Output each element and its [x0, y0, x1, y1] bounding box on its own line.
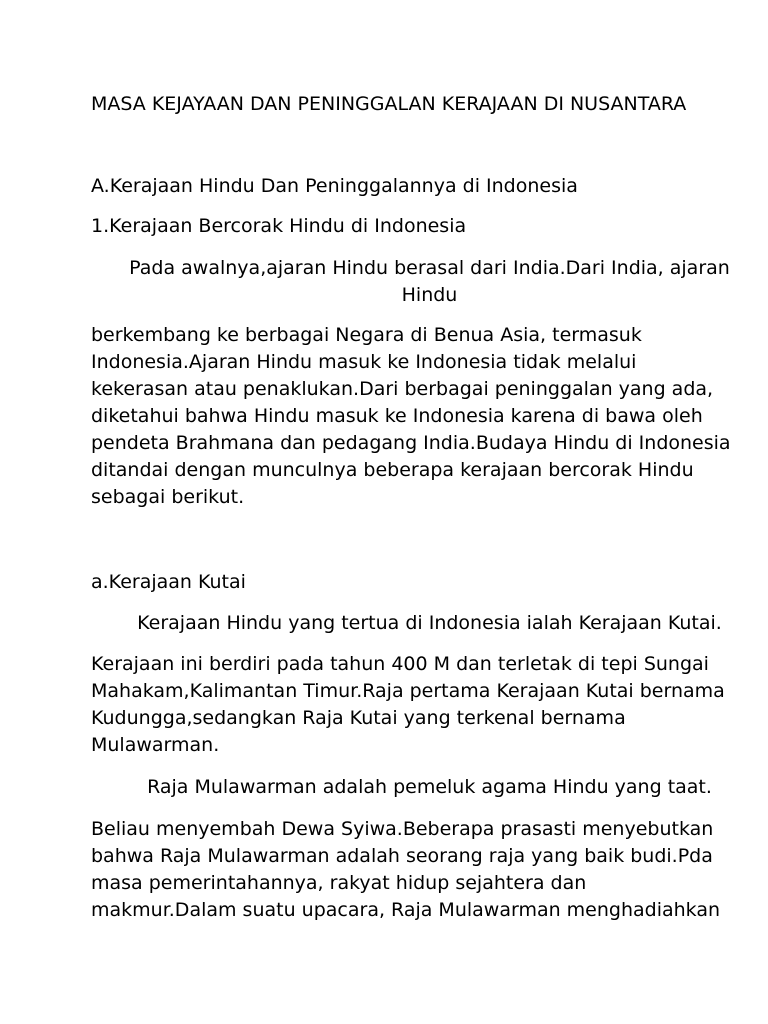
kutai-centered-line: Kerajaan Hindu yang tertua di Indonesia ialah Kerajaan Kutai. [137, 612, 722, 634]
paragraph-line: sebagai berikut. [91, 486, 245, 508]
kutai-centered-paragraph [91, 610, 768, 637]
paragraph-line: masa pemerintahannya, rakyat hidup sejahtera dan [91, 872, 587, 894]
paragraph-line: berkembang ke berbagai Negara di Benua Asia, termasuk [91, 324, 642, 346]
paragraph-line: kekerasan atau penaklukan.Dari berbagai peninggalan yang ada, [91, 378, 714, 400]
paragraph-line: Kerajaan ini berdiri pada tahun 400 M dan terletak di tepi Sungai [91, 653, 709, 675]
mulawarman-centered-line: Raja Mulawarman adalah pemeluk agama Hindu yang taat. [147, 776, 712, 798]
paragraph-line: diketahui bahwa Hindu masuk ke Indonesia karena di bawa oleh [91, 405, 703, 427]
document-title: MASA KEJAYAAN DAN PENINGGALAN KERAJAAN DI NUSANTARA [91, 93, 687, 115]
section-a-heading: A.Kerajaan Hindu Dan Peninggalannya di Indonesia [91, 175, 578, 197]
paragraph-line: Mahakam,Kalimantan Timur.Raja pertama Kerajaan Kutai bernama [91, 680, 725, 702]
paragraph-line: Mulawarman. [91, 734, 220, 756]
paragraph-line: bahwa Raja Mulawarman adalah seorang raja yang baik budi.Pda [91, 845, 713, 867]
kutai-heading: a.Kerajaan Kutai [91, 571, 246, 593]
mulawarman-centered-paragraph [91, 774, 768, 801]
mulawarman-paragraph [91, 816, 768, 924]
intro-centered-line-2: Hindu [401, 284, 458, 306]
kutai-paragraph [91, 651, 768, 759]
paragraph-line: pendeta Brahmana dan pedagang India.Budaya Hindu di Indonesia [91, 432, 731, 454]
subsection-1-heading: 1.Kerajaan Bercorak Hindu di Indonesia [91, 215, 467, 237]
paragraph-line: Indonesia.Ajaran Hindu masuk ke Indonesia tidak melalui [91, 351, 637, 373]
intro-centered-paragraph [91, 255, 768, 309]
paragraph-line: Beliau menyembah Dewa Syiwa.Beberapa prasasti menyebutkan [91, 818, 714, 840]
intro-centered-line-1: Pada awalnya,ajaran Hindu berasal dari India.Dari India, ajaran [129, 257, 730, 279]
paragraph-line: makmur.Dalam suatu upacara, Raja Mulawarman menghadiahkan [91, 899, 721, 921]
paragraph-line: Kudungga,sedangkan Raja Kutai yang terkenal bernama [91, 707, 626, 729]
intro-paragraph [91, 322, 768, 511]
paragraph-line: ditandai dengan munculnya beberapa kerajaan bercorak Hindu [91, 459, 694, 481]
